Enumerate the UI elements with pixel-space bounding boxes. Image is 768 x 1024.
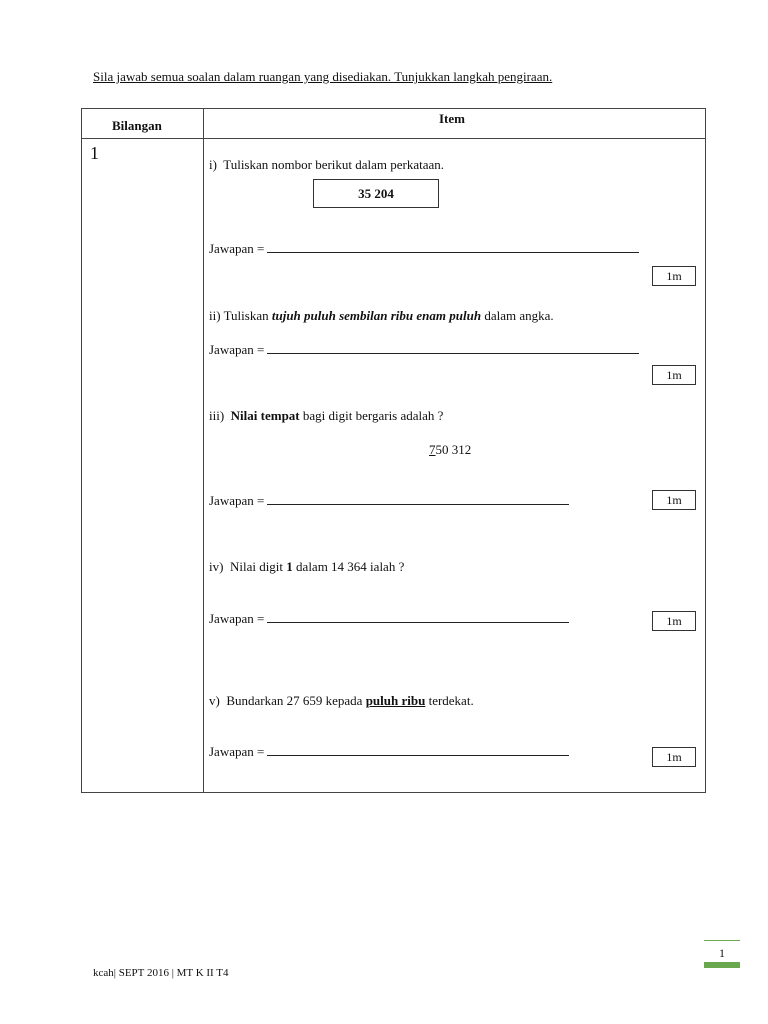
answer-1: Jawapan = xyxy=(209,240,639,257)
header-item: Item xyxy=(439,111,465,126)
question-4-text: iv) Nilai digit 1 dalam 14 364 ialah ? xyxy=(209,559,405,574)
answer-3: Jawapan = xyxy=(209,492,569,509)
answer-4-line[interactable] xyxy=(267,610,569,623)
question-2-text: ii) Tuliskan tujuh puluh sembilan ribu enam puluh dalam angka. xyxy=(209,308,554,323)
answer-2: Jawapan = xyxy=(209,341,639,358)
question-table xyxy=(81,108,706,793)
instruction-text: Sila jawab semua soalan dalam ruangan yang disediakan. Tunjukkan langkah pengiraan. xyxy=(93,69,553,84)
question-2-emphasis: tujuh puluh sembilan ribu enam puluh xyxy=(271,308,482,323)
mark-box-4: 1m xyxy=(652,611,696,631)
answer-4: Jawapan = xyxy=(209,610,569,627)
question-3-text: iii) Nilai tempat bagi digit bergaris adalah ? xyxy=(209,408,444,423)
header-divider xyxy=(82,138,705,139)
column-divider xyxy=(203,109,204,792)
mark-box-5: 1m xyxy=(652,747,696,767)
question-3-number: 750 312 xyxy=(429,442,472,457)
page-number-bar xyxy=(704,962,740,968)
question-1-text: i) Tuliskan nombor berikut dalam perkataan. xyxy=(209,157,445,172)
answer-5-line[interactable] xyxy=(267,743,569,756)
mark-box-1: 1m xyxy=(652,266,696,286)
question-5-text: v) Bundarkan 27 659 kepada puluh ribu terdekat. xyxy=(209,693,474,708)
underlined-digit: 7 xyxy=(429,442,436,457)
question-4-emphasis: 1 xyxy=(286,559,293,574)
answer-3-line[interactable] xyxy=(267,492,569,505)
question-5-emphasis: puluh ribu xyxy=(365,693,426,708)
question-3-emphasis: Nilai tempat xyxy=(230,408,300,423)
mark-box-3: 1m xyxy=(652,490,696,510)
page-number: 1 xyxy=(719,946,725,960)
question-number: 1 xyxy=(90,143,99,163)
answer-1-line[interactable] xyxy=(267,240,639,253)
header-bilangan: Bilangan xyxy=(112,118,162,133)
page-number-rule xyxy=(704,940,740,941)
answer-2-line[interactable] xyxy=(267,341,639,354)
answer-5: Jawapan = xyxy=(209,743,569,760)
question-1-number-box: 35 204 xyxy=(313,179,439,208)
mark-box-2: 1m xyxy=(652,365,696,385)
footer-text: kcah| SEPT 2016 | MT K II T4 xyxy=(93,967,229,979)
